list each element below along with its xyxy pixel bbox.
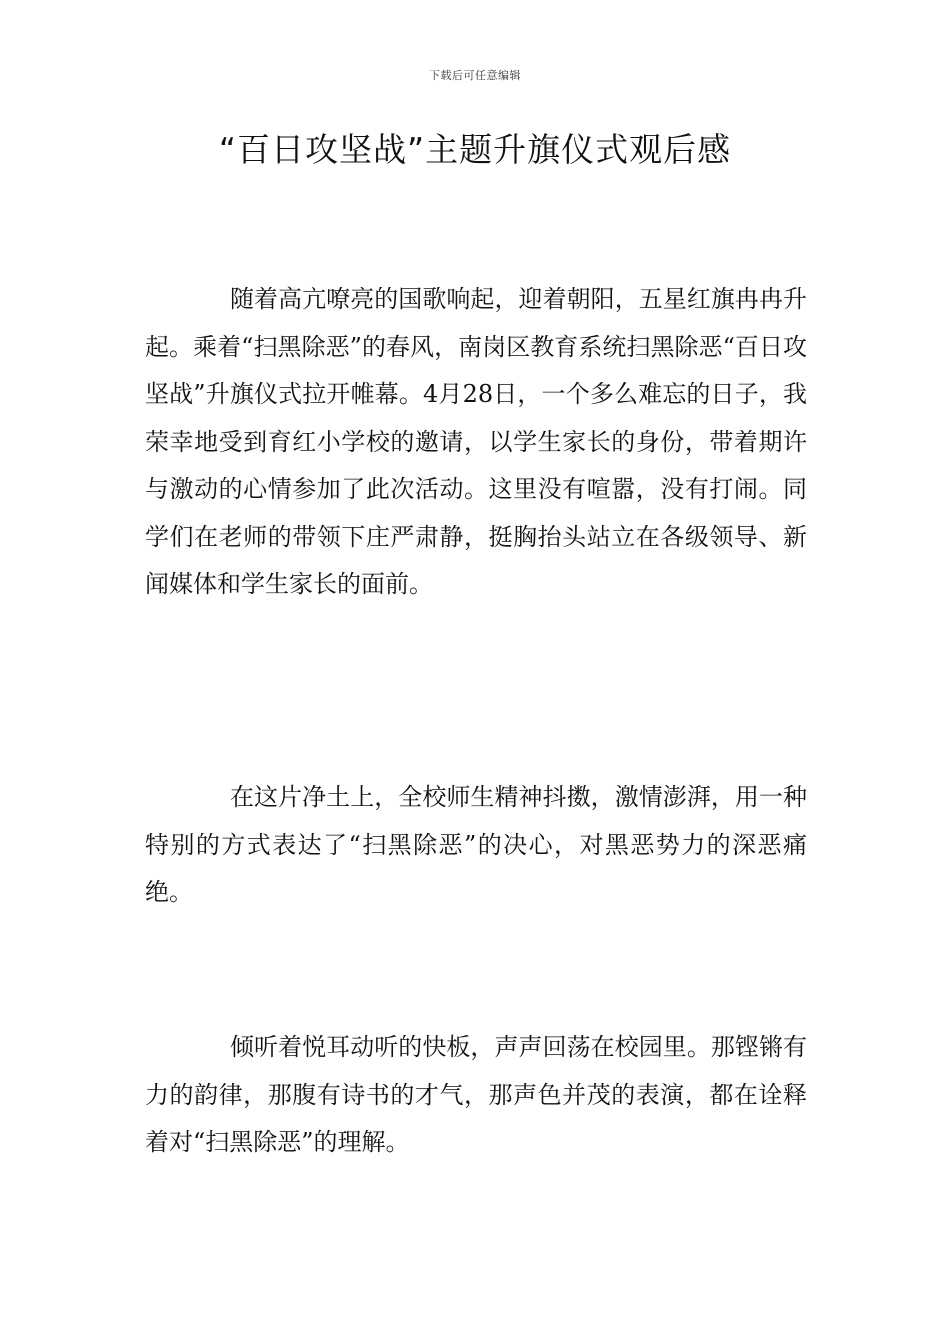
header-note: 下载后可任意编辑 (429, 69, 521, 82)
paragraph-2: 在这片净土上，全校师生精神抖擞，激情澎湃，用一种特别的方式表达了“扫黑除恶”的决心，对黑恶势力的深恶痛绝。 (145, 783, 807, 906)
paragraph-1: 随着高亢嘹亮的国歌响起，迎着朝阳，五星红旗冉冉升起。乘着“扫黑除恶”的春风，南岗区教育系统扫黑除恶“百日攻坚战”升旗仪式拉开帷幕。4月28日，一个多么难忘的日子，我荣幸地受到育红小学校的邀请，以学生家长的身份，带着期许与激动的心情参加了此次活动。这里没有喧嚣，没有打闹。同学们在老师的带领下庄严肃静，挺胸抬头站立在各级领导、新闻媒体和学生家长的面前。 (145, 285, 807, 598)
paragraph-3: 倾听着悦耳动听的快板，声声回荡在校园里。那铿锵有力的韵律，那腹有诗书的才气，那声色并茂的表演，都在诠释着对“扫黑除恶”的理解。 (145, 1033, 807, 1156)
document-title: “百日攻坚战”主题升旗仪式观后感 (218, 130, 732, 169)
